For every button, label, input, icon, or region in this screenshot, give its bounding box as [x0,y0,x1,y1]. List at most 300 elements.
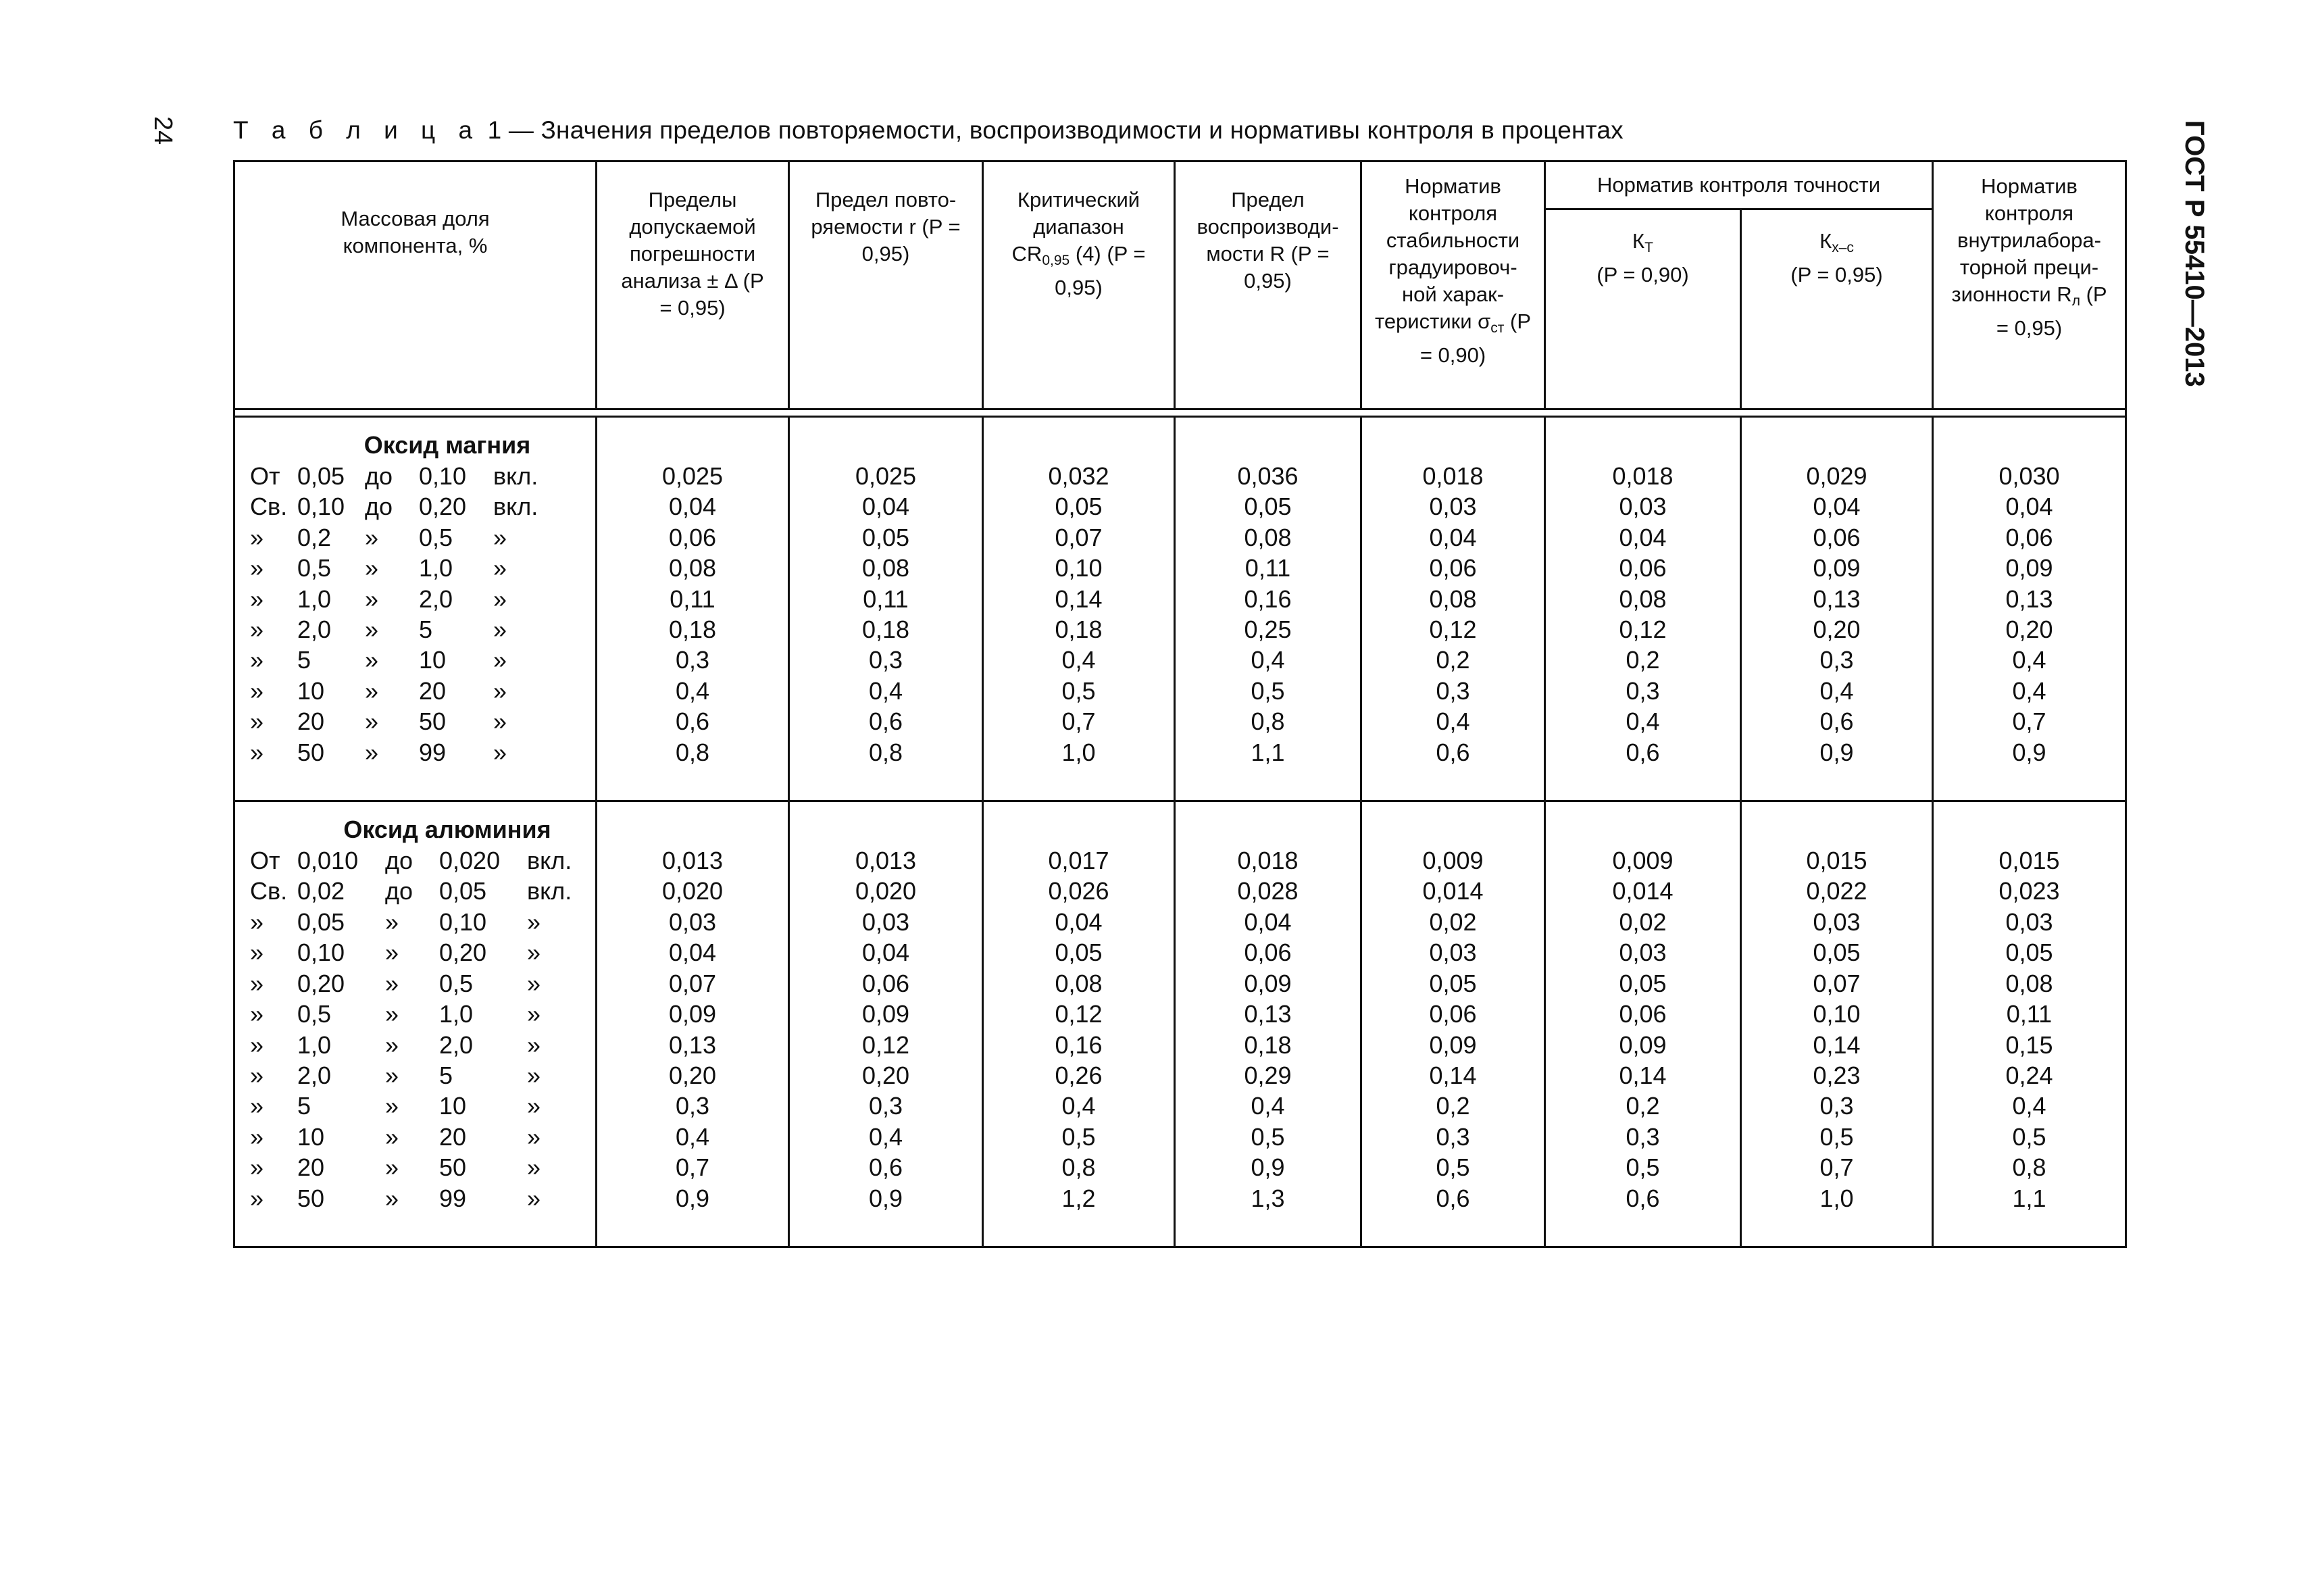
table-cell: 0,013 [855,847,917,875]
range-label-part: 0,10 [439,907,487,936]
range-label-part: » [250,523,264,551]
table-cell: 0,026 [1048,877,1109,905]
range-label-part: 50 [297,1184,325,1212]
range-label-part: » [250,969,264,997]
table-cell: 0,032 [1048,462,1109,490]
range-label-part: » [385,1030,399,1059]
header-reproducibility: Предел воспроизводи- мости R (P = 0,95) [1175,161,1361,409]
range-label-part: » [250,584,264,613]
range-label-part: » [250,1092,264,1120]
table-cell: 0,6 [675,707,710,736]
group-row [234,417,2126,801]
range-label-part: » [365,676,379,705]
range-label-part: От [250,462,280,490]
range-label-part: » [250,907,264,936]
range-label [235,1091,595,1121]
range-label-part: 10 [439,1092,467,1120]
header-precision: Норматив контроля внутрилабора- торной преци- зионности $R_л$ (P = 0,95) [1933,161,2126,409]
table-caption [233,116,1624,145]
table-cell: 0,09 [1429,1030,1477,1059]
range-label-part: 50 [297,738,325,766]
table-cell: 0,014 [1422,877,1484,905]
table-cell: 0,20 [668,1061,717,1089]
range-label [235,1152,595,1182]
table-cell: 0,009 [1612,847,1674,875]
range-label-part: » [250,738,264,766]
range-label-part: » [365,646,379,674]
group-labels [234,801,597,1247]
table-cell: 0,03 [2005,907,2053,936]
table-cell: 0,18 [1055,616,1103,644]
range-label-part: 0,20 [419,493,467,521]
table-cell: 0,13 [668,1030,717,1059]
table-cell: 0,013 [661,847,724,875]
table-cell: 0,3 [1819,646,1854,674]
range-label-part: до [365,493,393,521]
table-cell: 0,04 [2005,493,2053,521]
document-id: ГОСТ Р 55410—2013 [2180,120,2209,387]
range-label-part: От [250,847,280,875]
table-cell: 1,0 [1061,738,1096,766]
table-cell: 1,1 [2012,1184,2046,1212]
range-label-part: 0,20 [439,939,487,967]
table-cell: 0,022 [1806,877,1867,905]
table-cell: 0,12 [1429,616,1477,644]
table-cell: 0,02 [1429,907,1477,936]
range-label-part: 0,10 [419,462,467,490]
range-label-part: 0,02 [297,877,345,905]
table-cell: 0,06 [1619,554,1667,582]
table-cell: 0,06 [2005,523,2053,551]
value-column-4 [1175,417,1361,801]
range-label-part: » [527,1061,541,1089]
range-label-part: 0,10 [297,493,345,521]
table-cell: 0,14 [1429,1061,1477,1089]
table-cell: 0,4 [868,1122,903,1151]
group-row [234,801,2126,1247]
table-cell: 0,07 [1055,523,1103,551]
table-cell: 0,4 [1626,707,1660,736]
table-cell: 0,4 [1061,1092,1096,1120]
range-label-part: 20 [439,1122,467,1151]
table-cell: 0,05 [1429,969,1477,997]
range-label-part: 10 [297,676,325,705]
table-cell: 0,9 [1251,1153,1285,1182]
range-label-part: » [365,554,379,582]
table-cell: 0,09 [1813,554,1861,582]
range-label-part: » [527,1000,541,1028]
range-label-part: 2,0 [419,584,453,613]
table-cell: 0,08 [1429,584,1477,613]
table-cell: 0,8 [1251,707,1285,736]
range-label-part: 20 [419,676,447,705]
table-cell: 0,025 [661,462,724,490]
table-cell: 0,08 [1055,969,1103,997]
range-label-part: » [493,676,507,705]
range-label-part: » [250,1000,264,1028]
range-label-part: » [365,584,379,613]
table-cell: 0,06 [1429,554,1477,582]
table-cell: 0,04 [1429,523,1477,551]
range-label-part: 99 [439,1184,467,1212]
table-cell: 0,05 [1055,493,1103,521]
table-cell: 0,04 [861,939,910,967]
range-label-part: 0,05 [297,462,345,490]
table-cell: 0,07 [1813,969,1861,997]
range-label-part: 0,5 [297,1000,332,1028]
table-cell: 0,12 [861,1030,910,1059]
range-label [235,1122,595,1152]
range-label-part: » [493,738,507,766]
range-label-part: » [250,646,264,674]
table-cell: 0,03 [1429,493,1477,521]
range-label-part: 0,10 [297,939,345,967]
table-cell: 0,4 [675,1122,710,1151]
range-label-part: » [385,1122,399,1151]
table-cell: 0,3 [1626,676,1660,705]
table-cell: 0,5 [1626,1153,1660,1182]
range-label [235,614,595,645]
group-labels [234,417,597,801]
range-label-part: » [527,1092,541,1120]
table-cell: 0,5 [1061,676,1096,705]
range-label-part: » [527,969,541,997]
table-cell: 0,6 [868,707,903,736]
range-label-part: » [385,1092,399,1120]
range-label-part: » [385,907,399,936]
value-column-5 [1361,801,1545,1247]
table-cell: 0,09 [2005,554,2053,582]
table-cell: 0,9 [675,1184,710,1212]
range-label-part: » [250,1122,264,1151]
range-label-part: » [527,1122,541,1151]
range-label [235,876,595,906]
range-label-part: 10 [419,646,447,674]
range-label-part: 0,05 [297,907,345,936]
range-label-part: вкл. [493,493,538,521]
table-cell: 0,20 [861,1061,910,1089]
table-cell: 0,8 [868,738,903,766]
value-column-7 [1741,801,1933,1247]
range-label-part: 1,0 [419,554,453,582]
range-label-part: » [493,616,507,644]
table-cell: 0,5 [1251,1122,1285,1151]
table-cell: 0,5 [1436,1153,1470,1182]
table-cell: 0,09 [1619,1030,1667,1059]
range-label-part: 2,0 [439,1030,474,1059]
table-cell: 0,03 [1813,907,1861,936]
table-cell: 0,03 [1429,939,1477,967]
table-cell: 0,11 [2006,1000,2053,1028]
range-label-part: » [527,907,541,936]
table-cell: 0,6 [868,1153,903,1182]
table-cell: 0,16 [1244,584,1292,613]
range-label-part: вкл. [527,877,572,905]
table-cell: 0,4 [2012,676,2046,705]
range-label-part: 20 [297,707,325,736]
table-cell: 0,08 [668,554,717,582]
table-cell: 0,4 [1436,707,1470,736]
range-label-part: 5 [439,1061,453,1089]
range-label-part: » [365,707,379,736]
range-label [235,737,595,768]
range-label [235,645,595,675]
range-label [235,584,595,614]
table-cell: 0,13 [1813,584,1861,613]
range-label-part: 2,0 [297,1061,332,1089]
table-cell: 0,29 [1244,1061,1292,1089]
table-cell: 0,15 [2005,1030,2053,1059]
range-label-part: 0,20 [297,969,345,997]
table-cell: 0,3 [675,1092,710,1120]
table-cell: 0,05 [1813,939,1861,967]
table-cell: 0,10 [1055,554,1103,582]
table-cell: 0,4 [1819,676,1854,705]
table-cell: 0,9 [1819,738,1854,766]
table-cell: 0,8 [2012,1153,2046,1182]
range-label-part: » [250,1061,264,1089]
range-label-part: 20 [297,1153,325,1182]
range-label-part: до [385,877,413,905]
table-cell: 0,018 [1422,462,1484,490]
range-label [235,706,595,737]
table-cell: 0,03 [1619,939,1667,967]
caption-number: 1 [487,116,502,144]
table-cell: 0,23 [1813,1061,1861,1089]
table-cell: 0,26 [1055,1061,1103,1089]
header-critical-range: Критический диапазон $CR_{0,95}$ (4) (P = 0,95) [983,161,1175,409]
table-cell: 0,06 [1429,1000,1477,1028]
table-cell: 0,08 [1619,584,1667,613]
value-column-2 [789,801,983,1247]
value-column-8 [1933,417,2126,801]
table-cell: 0,13 [2005,584,2053,613]
table-cell: 0,018 [1237,847,1299,875]
range-label [235,1060,595,1091]
table-cell: 0,04 [1244,907,1292,936]
table-cell: 0,7 [1061,707,1096,736]
value-column-2 [789,417,983,801]
table-cell: 0,015 [1998,847,2060,875]
caption-label: Т а б л и ц а [233,116,481,144]
group-title: Оксид алюминия [343,816,551,844]
range-label [235,1030,595,1060]
table-cell: 0,14 [1813,1030,1861,1059]
table-cell: 0,029 [1806,462,1867,490]
header-accuracy-group: Норматив контроля точности [1545,161,1933,209]
table-cell: 0,07 [668,969,717,997]
table-cell: 0,11 [1244,554,1291,582]
table-cell: 0,5 [1819,1122,1854,1151]
table-cell: 0,13 [1244,1000,1292,1028]
table-cell: 0,5 [2012,1122,2046,1151]
range-label-part: » [385,969,399,997]
table-cell: 0,09 [1244,969,1292,997]
table-cell: 0,9 [868,1184,903,1212]
table-cell: 0,025 [855,462,917,490]
range-label-part: » [250,939,264,967]
table-cell: 0,7 [2012,707,2046,736]
table-cell: 0,06 [861,969,910,997]
value-column-6 [1545,801,1741,1247]
table-cell: 0,028 [1237,877,1299,905]
range-label-part: » [527,1184,541,1212]
range-label-part: 0,010 [297,847,359,875]
range-label [235,461,595,491]
value-column-1 [597,801,789,1247]
table-cell: 0,3 [1819,1092,1854,1120]
table-cell: 0,08 [1244,523,1292,551]
range-label [235,968,595,999]
range-label-part: » [250,676,264,705]
table-cell: 0,5 [1061,1122,1096,1151]
value-column-1 [597,417,789,801]
table-cell: 0,6 [1436,738,1470,766]
range-label-part: 1,0 [297,584,332,613]
table-cell: 0,4 [1251,1092,1285,1120]
range-label-part: 5 [419,616,433,644]
range-label-part: » [365,523,379,551]
table-cell: 0,6 [1626,738,1660,766]
range-label-part: 10 [297,1122,325,1151]
table-cell: 0,4 [2012,646,2046,674]
range-label-part: » [527,1030,541,1059]
table-cell: 0,4 [1061,646,1096,674]
table-cell: 0,017 [1048,847,1109,875]
table-cell: 0,05 [1244,493,1292,521]
table-cell: 0,4 [675,676,710,705]
range-label-part: » [385,1184,399,1212]
table-cell: 0,11 [670,584,715,613]
table-cell: 1,3 [1251,1184,1285,1212]
table-cell: 0,25 [1244,616,1292,644]
table-cell: 0,04 [1813,493,1861,521]
range-label-part: до [365,462,393,490]
table-cell: 0,18 [861,616,910,644]
table-cell: 0,020 [661,877,724,905]
range-label-part: 0,020 [439,847,501,875]
table-cell: 0,8 [675,738,710,766]
table-cell: 0,014 [1612,877,1674,905]
range-label-part: 2,0 [297,616,332,644]
range-label-part: 1,0 [439,1000,474,1028]
table-cell: 0,14 [1619,1061,1667,1089]
range-label [235,907,595,937]
range-label-part: » [493,523,507,551]
table-cell: 0,036 [1237,462,1299,490]
range-label-part: » [365,738,379,766]
table-cell: 0,7 [675,1153,710,1182]
table-cell: 0,05 [861,523,910,551]
table-cell: 0,04 [668,939,717,967]
table-cell: 1,1 [1251,738,1285,766]
table-cell: 0,023 [1998,877,2060,905]
table-cell: 0,8 [1061,1153,1096,1182]
range-label-part: 0,5 [439,969,474,997]
range-label-part: 0,5 [297,554,332,582]
table-cell: 0,2 [1626,1092,1660,1120]
range-label-part: » [250,1184,264,1212]
range-label-part: » [385,939,399,967]
table-cell: 0,18 [1244,1030,1292,1059]
range-label-part: » [250,616,264,644]
range-label [235,553,595,583]
range-label-part: 50 [419,707,447,736]
header-mass-fraction: Массовая доля компонента, % [234,161,597,409]
table-cell: 0,018 [1612,462,1674,490]
table-cell: 0,10 [1813,1000,1861,1028]
data-table [233,160,2127,1248]
table-cell: 0,20 [2005,616,2053,644]
table-cell: 0,04 [668,493,717,521]
range-label-part: 0,2 [297,523,332,551]
table-cell: 0,06 [1813,523,1861,551]
value-column-3 [983,417,1175,801]
table-cell: 0,6 [1626,1184,1660,1212]
table-cell: 0,03 [861,907,910,936]
range-label [235,522,595,553]
table-cell: 0,2 [1436,646,1470,674]
header-kxc: $К_{х-с}$ (P = 0,95) [1741,209,1933,409]
table-cell: 0,2 [1436,1092,1470,1120]
range-label-part: » [493,584,507,613]
table-cell: 1,0 [1819,1184,1854,1212]
table-cell: 0,06 [1619,1000,1667,1028]
range-label-part: 50 [439,1153,467,1182]
range-label-part: » [385,1153,399,1182]
table-cell: 0,18 [668,616,717,644]
value-column-6 [1545,417,1741,801]
range-label-part: » [250,554,264,582]
caption-text: — Значения пределов повторяемости, воспроизводимости и нормативы контроля в процентах [508,116,1624,144]
table-cell: 0,04 [1619,523,1667,551]
table-cell: 0,6 [1819,707,1854,736]
range-label-part: 1,0 [297,1030,332,1059]
table-cell: 0,6 [1436,1184,1470,1212]
range-label-part: » [250,707,264,736]
range-label [235,491,595,522]
table-cell: 0,5 [1251,676,1285,705]
header-repeatability: Предел повто- ряемости r (P = 0,95) [789,161,983,409]
range-label-part: до [385,847,413,875]
table-cell: 0,9 [2012,738,2046,766]
header-error-limits: Пределы допускаемой погрешности анализа ± Δ (P = 0,95) [597,161,789,409]
range-label-part: » [385,1061,399,1089]
range-label [235,937,595,968]
value-column-8 [1933,801,2126,1247]
range-label-part: 5 [297,1092,311,1120]
table-cell: 0,14 [1055,584,1103,613]
table-cell: 0,09 [668,1000,717,1028]
range-label [235,1183,595,1214]
range-label-part: » [493,646,507,674]
value-column-5 [1361,417,1545,801]
value-column-7 [1741,417,1933,801]
range-label-part: вкл. [527,847,572,875]
table-cell: 0,02 [1619,907,1667,936]
range-label-part: » [493,707,507,736]
table-cell: 0,08 [861,554,910,582]
table-cell: 0,4 [2012,1092,2046,1120]
table-cell: 0,20 [1813,616,1861,644]
table-cell: 0,3 [1436,676,1470,705]
table-cell: 0,16 [1055,1030,1103,1059]
range-label-part: 0,05 [439,877,487,905]
table-cell: 0,06 [1244,939,1292,967]
table-cell: 0,2 [1626,646,1660,674]
table-cell: 0,03 [668,907,717,936]
range-label-part: » [365,616,379,644]
